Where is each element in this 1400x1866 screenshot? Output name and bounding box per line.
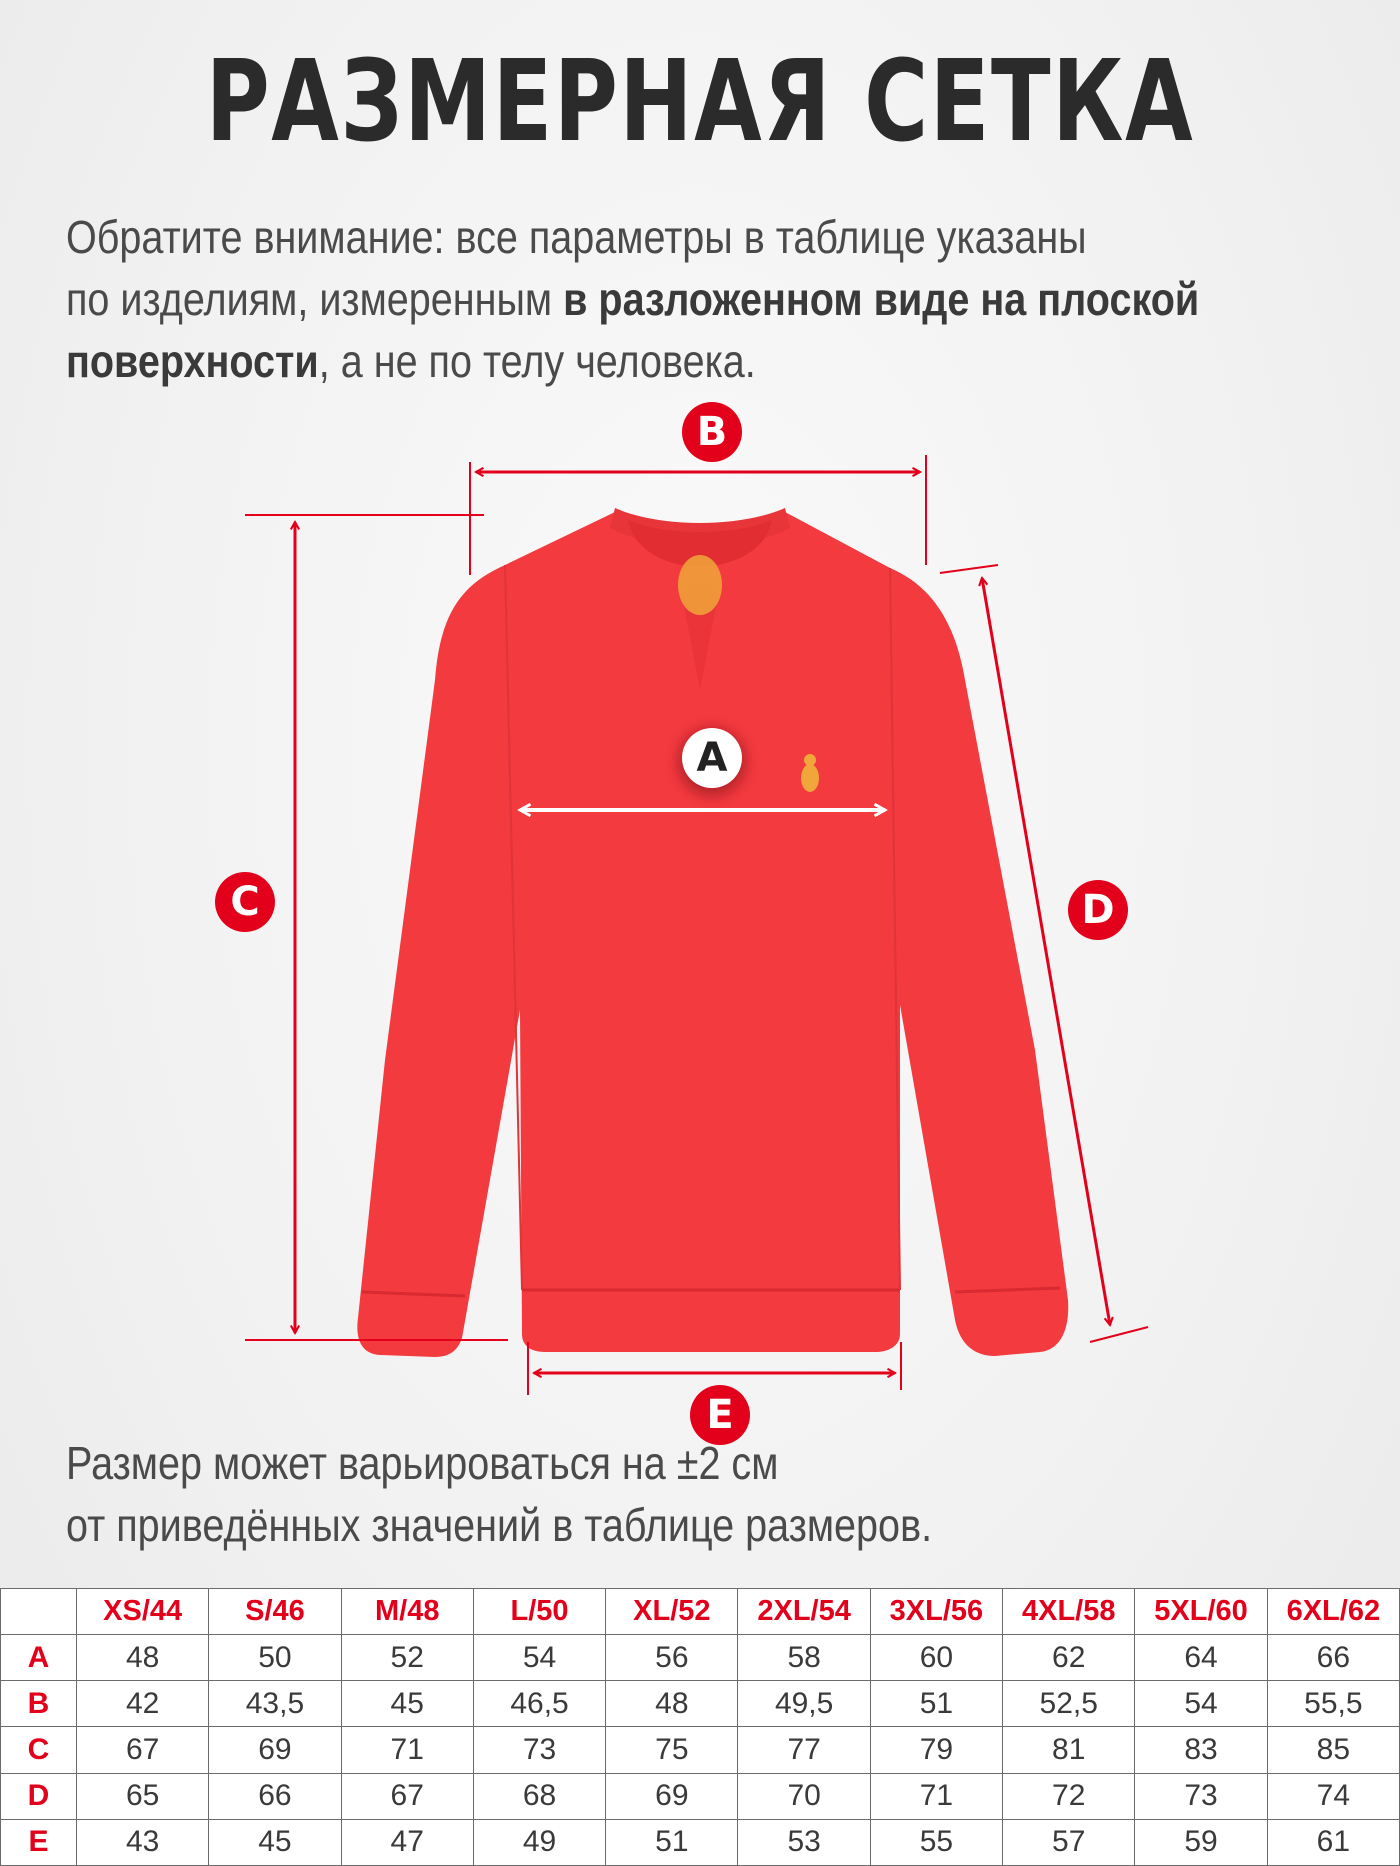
size-column-header: 6XL/62 xyxy=(1267,1589,1399,1635)
table-cell: 73 xyxy=(1135,1773,1267,1819)
dimension-b-label: B xyxy=(696,409,728,455)
dimension-e-label: E xyxy=(706,1392,734,1438)
table-cell: 75 xyxy=(606,1727,738,1773)
table-cell: 58 xyxy=(738,1635,870,1681)
table-cell: 43 xyxy=(77,1819,209,1865)
size-column-header: XS/44 xyxy=(77,1589,209,1635)
table-cell: 48 xyxy=(606,1681,738,1727)
table-cell: 50 xyxy=(209,1635,341,1681)
table-cell: 52 xyxy=(341,1635,473,1681)
table-cell: 49,5 xyxy=(738,1681,870,1727)
table-cell: 74 xyxy=(1267,1773,1399,1819)
table-cell: 85 xyxy=(1267,1727,1399,1773)
table-cell: 77 xyxy=(738,1727,870,1773)
table-cell: 51 xyxy=(870,1681,1002,1727)
size-column-header: 4XL/58 xyxy=(1003,1589,1135,1635)
table-cell: 83 xyxy=(1135,1727,1267,1773)
table-row xyxy=(1,1635,1400,1681)
dimension-a-label: A xyxy=(696,735,728,781)
row-label: D xyxy=(1,1773,77,1819)
size-column-header: 2XL/54 xyxy=(738,1589,870,1635)
table-cell: 60 xyxy=(870,1635,1002,1681)
dimension-e xyxy=(528,1342,901,1445)
table-corner-cell xyxy=(1,1589,77,1635)
table-cell: 45 xyxy=(341,1681,473,1727)
row-label: E xyxy=(1,1819,77,1865)
neck-label-icon xyxy=(678,555,722,615)
table-cell: 54 xyxy=(473,1635,605,1681)
size-table xyxy=(0,1588,1400,1866)
notice-line-2-prefix: по изделиям, измеренным xyxy=(66,273,564,325)
table-row xyxy=(1,1773,1400,1819)
table-cell: 71 xyxy=(870,1773,1002,1819)
table-cell: 54 xyxy=(1135,1681,1267,1727)
page-title: РАЗМЕРНАЯ СЕТКА xyxy=(205,37,1195,167)
dimension-d-extension-top xyxy=(940,565,998,573)
row-label: C xyxy=(1,1727,77,1773)
tolerance-line-2: от приведённых значений в таблице размеров. xyxy=(66,1499,933,1551)
row-label: B xyxy=(1,1681,77,1727)
table-cell: 70 xyxy=(738,1773,870,1819)
size-tolerance-note xyxy=(66,1432,1184,1556)
table-cell: 55,5 xyxy=(1267,1681,1399,1727)
table-cell: 46,5 xyxy=(473,1681,605,1727)
table-cell: 68 xyxy=(473,1773,605,1819)
sweatshirt-body xyxy=(357,512,1068,1357)
table-cell: 72 xyxy=(1003,1773,1135,1819)
table-cell: 62 xyxy=(1003,1635,1135,1681)
table-cell: 53 xyxy=(738,1819,870,1865)
table-cell: 55 xyxy=(870,1819,1002,1865)
table-row xyxy=(1,1681,1400,1727)
table-cell: 42 xyxy=(77,1681,209,1727)
dimension-c-label: C xyxy=(230,879,260,925)
table-cell: 73 xyxy=(473,1727,605,1773)
table-cell: 67 xyxy=(341,1773,473,1819)
table-row xyxy=(1,1819,1400,1865)
size-header-row xyxy=(1,1589,1400,1635)
size-column-header: 5XL/60 xyxy=(1135,1589,1267,1635)
table-cell: 67 xyxy=(77,1727,209,1773)
table-cell: 45 xyxy=(209,1819,341,1865)
notice-line-3-suffix: , а не по телу человека. xyxy=(318,335,756,387)
table-cell: 81 xyxy=(1003,1727,1135,1773)
dimension-d-label: D xyxy=(1081,887,1115,933)
table-cell: 69 xyxy=(606,1773,738,1819)
table-row xyxy=(1,1727,1400,1773)
size-column-header: 3XL/56 xyxy=(870,1589,1002,1635)
table-cell: 65 xyxy=(77,1773,209,1819)
table-cell: 57 xyxy=(1003,1819,1135,1865)
table-cell: 61 xyxy=(1267,1819,1399,1865)
tolerance-line-1: Размер может варьироваться на ±2 см xyxy=(66,1437,779,1489)
table-cell: 66 xyxy=(209,1773,341,1819)
table-cell: 71 xyxy=(341,1727,473,1773)
table-cell: 51 xyxy=(606,1819,738,1865)
row-label: A xyxy=(1,1635,77,1681)
size-column-header: M/48 xyxy=(341,1589,473,1635)
table-cell: 79 xyxy=(870,1727,1002,1773)
table-cell: 52,5 xyxy=(1003,1681,1135,1727)
table-cell: 47 xyxy=(341,1819,473,1865)
table-cell: 66 xyxy=(1267,1635,1399,1681)
size-column-header: S/46 xyxy=(209,1589,341,1635)
table-cell: 49 xyxy=(473,1819,605,1865)
notice-line-3-bold: поверхности xyxy=(66,335,319,387)
dimension-d-extension-bottom xyxy=(1090,1327,1148,1342)
table-cell: 56 xyxy=(606,1635,738,1681)
table-cell: 64 xyxy=(1135,1635,1267,1681)
table-cell: 59 xyxy=(1135,1819,1267,1865)
size-column-header: XL/52 xyxy=(606,1589,738,1635)
table-cell: 48 xyxy=(77,1635,209,1681)
notice-line-1: Обратите внимание: все параметры в таблице указаны xyxy=(66,211,1087,263)
sweatshirt-illustration xyxy=(357,508,1068,1357)
notice-line-2-bold: в разложенном виде на плоской xyxy=(563,273,1200,325)
table-cell: 43,5 xyxy=(209,1681,341,1727)
size-column-header: L/50 xyxy=(473,1589,605,1635)
table-cell: 69 xyxy=(209,1727,341,1773)
